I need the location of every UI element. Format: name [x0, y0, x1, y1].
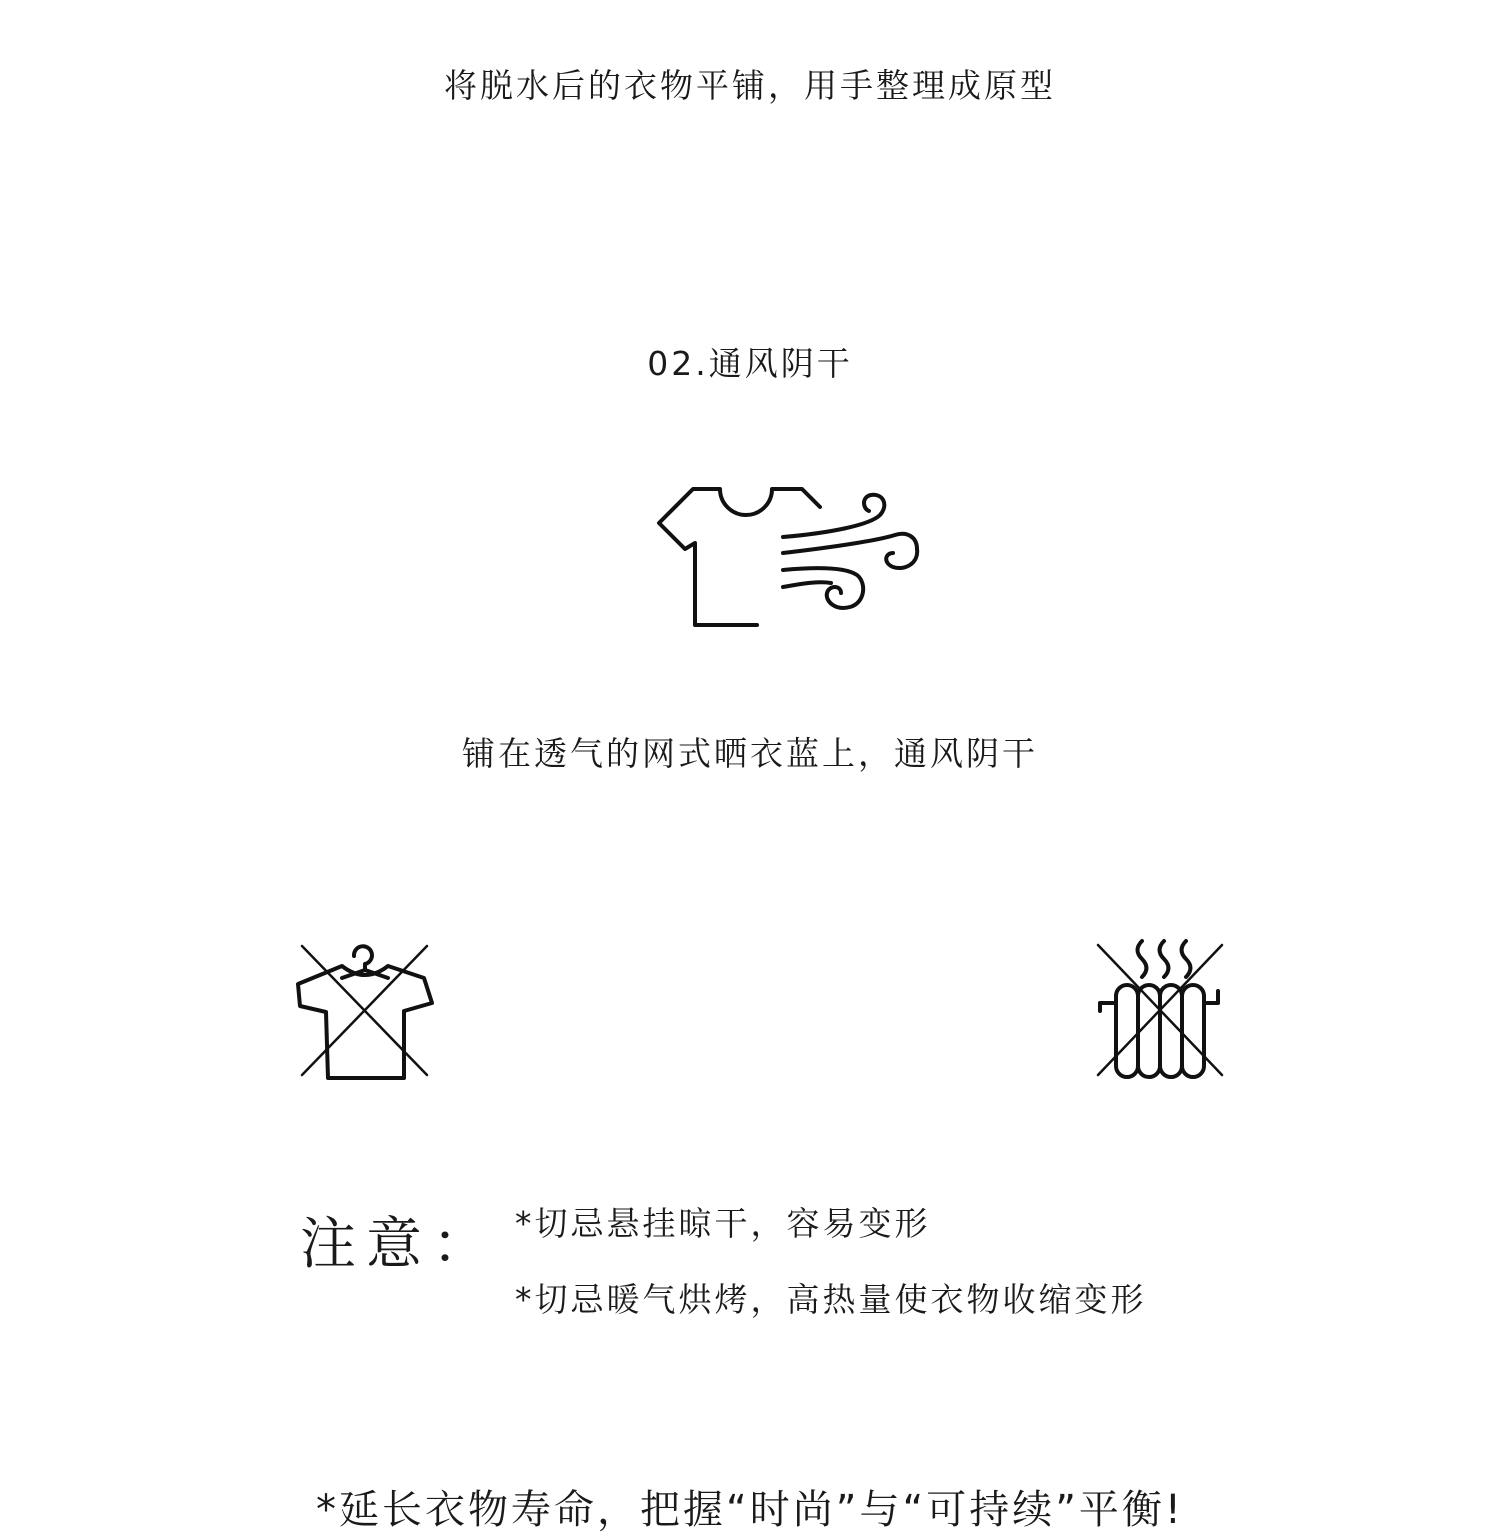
step-description: 铺在透气的网式晒衣蓝上，通风阴干	[462, 734, 1038, 773]
no-radiator-icon	[1092, 935, 1232, 1080]
note-item: *切忌暖气烘烤，高热量使衣物收缩变形	[515, 1280, 1147, 1319]
note-item: *切忌悬挂晾干，容易变形	[515, 1204, 931, 1243]
shirt-wind-icon	[655, 485, 930, 630]
no-hanging-icon	[292, 938, 437, 1083]
intro-text: 将脱水后的衣物平铺，用手整理成原型	[444, 66, 1056, 105]
footer-text: *延长衣物寿命，把握“时尚”与“可持续”平衡!	[316, 1487, 1184, 1533]
step-title: 02.通风阴干	[647, 344, 853, 383]
notes-label: 注意：	[300, 1212, 498, 1277]
